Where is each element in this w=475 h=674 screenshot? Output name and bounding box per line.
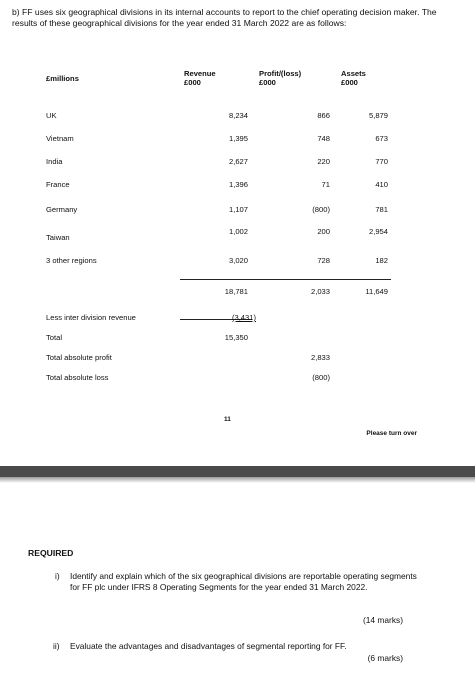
row-assets-vietnam: 673	[375, 134, 388, 143]
row-assets-india: 770	[375, 157, 388, 166]
page-break-shadow	[0, 477, 475, 483]
required-heading: REQUIRED	[28, 548, 74, 558]
header-millions: £millions	[46, 74, 79, 83]
intro-paragraph: b) FF uses six geographical divisions in its internal accounts to report to the chief operating decision maker. The results of these geographical divisions for the year ended 31 March 2022 are as follows:	[12, 7, 437, 28]
row-profit-vietnam: 748	[317, 134, 330, 143]
row-assets-france: 410	[375, 180, 388, 189]
row-profit-taiwan: 200	[317, 227, 330, 236]
row-label-other-regions: 3 other regions	[46, 256, 97, 265]
less-inter-label: Less inter division revenue	[46, 313, 136, 322]
row-revenue-france: 1,396	[228, 180, 248, 189]
totals-rule	[180, 279, 391, 280]
page-number: 11	[224, 416, 231, 423]
less-inter-revenue: (3,431)	[231, 313, 256, 322]
header-assets: Assets £000	[341, 69, 366, 87]
total-assets: 11,649	[365, 287, 388, 296]
page-break-divider	[0, 466, 475, 477]
row-assets-germany: 781	[375, 205, 388, 214]
total-net-revenue: 15,350	[224, 333, 248, 342]
row-revenue-germany: 1,107	[228, 205, 248, 214]
row-label-france: France	[46, 180, 70, 189]
row-label-uk: UK	[46, 111, 57, 120]
row-revenue-india: 2,627	[228, 157, 248, 166]
row-revenue-other-regions: 3,020	[228, 256, 248, 265]
q1-number: i)	[55, 571, 60, 581]
row-assets-other-regions: 182	[375, 256, 388, 265]
turn-over-note: Please turn over	[366, 430, 417, 437]
row-profit-other-regions: 728	[317, 256, 330, 265]
row-label-germany: Germany	[46, 205, 78, 214]
total-revenue: 18,781	[224, 287, 248, 296]
abs-profit-value: 2,833	[310, 353, 330, 362]
abs-profit-label: Total absolute profit	[46, 353, 112, 362]
row-assets-taiwan: 2,954	[368, 227, 388, 236]
row-revenue-vietnam: 1,395	[228, 134, 248, 143]
row-revenue-uk: 8,234	[228, 111, 248, 120]
row-profit-germany: (800)	[312, 205, 330, 214]
abs-loss-value: (800)	[312, 373, 330, 382]
row-profit-india: 220	[317, 157, 330, 166]
q2-number: ii)	[53, 641, 60, 651]
header-revenue: Revenue £000	[184, 69, 216, 87]
total-profit: 2,033	[310, 287, 330, 296]
q1-marks: (14 marks)	[362, 615, 403, 625]
row-profit-france: 71	[321, 180, 330, 189]
q2-marks: (6 marks)	[367, 653, 403, 663]
row-assets-uk: 5,879	[368, 111, 388, 120]
q2-text: Evaluate the advantages and disadvantages of segmental reporting for FF.	[70, 641, 347, 651]
total-label: Total	[46, 333, 63, 342]
header-profit: Profit/(loss) £000	[259, 69, 302, 87]
row-label-india: India	[46, 157, 63, 166]
abs-loss-label: Total absolute loss	[46, 373, 109, 382]
q1-text: Identify and explain which of the six geographical divisions are reportable operating segments for FF plc under IFRS 8 Operating Segments for the year ended 31 March 2022.	[70, 571, 417, 592]
row-label-taiwan: Taiwan	[46, 233, 70, 242]
row-revenue-taiwan: 1,002	[228, 227, 248, 236]
row-profit-uk: 866	[317, 111, 330, 120]
row-label-vietnam: Vietnam	[46, 134, 74, 143]
